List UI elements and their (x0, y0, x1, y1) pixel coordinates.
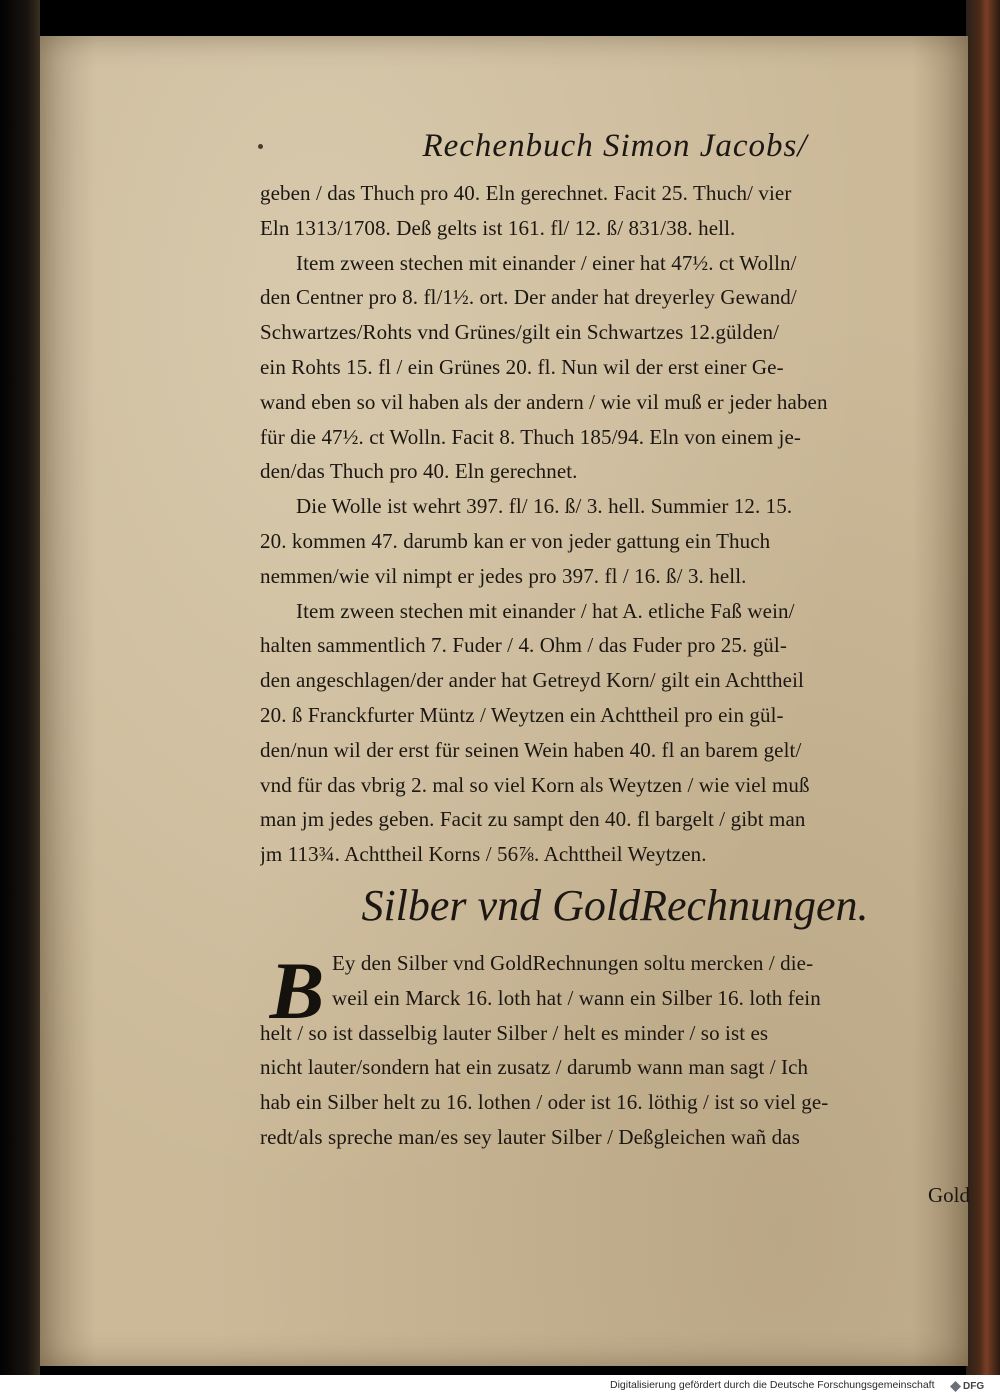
text-line: wand eben so vil haben als der andern / wie vil muß er jeder haben (260, 389, 828, 414)
text-line: den/nun wil der erst für seinen Wein haben 40. fl an barem gelt/ (260, 737, 802, 762)
book-edge-right (966, 0, 1000, 1375)
text-line: Item zween stechen mit einander / hat A. etliche Faß wein/ (296, 598, 795, 623)
text-line: den angeschlagen/der ander hat Getreyd Korn/ gilt ein Achttheil (260, 668, 804, 693)
decorated-initial: B (269, 945, 325, 1036)
paragraph-silver-gold (260, 946, 970, 1155)
text-line: jm 113¾. Achttheil Korns / 56⅞. Achttheil Weytzen. (260, 842, 707, 867)
text-line: halten sammentlich 7. Fuder / 4. Ohm / das Fuder pro 25. gül- (260, 633, 787, 658)
text-line: geben / das Thuch pro 40. Eln gerechnet. Facit 25. Thuch/ vier (260, 181, 792, 205)
text-line: den/das Thuch pro 40. Eln gerechnet. (260, 459, 578, 484)
text-line: weil ein Marck 16. loth hat / wann ein Silber 16. loth fein (332, 985, 821, 1010)
footer-bar (0, 1375, 1000, 1398)
text-line: Schwartzes/Rohts vnd Grünes/gilt ein Schwartzes 12.gülden/ (260, 320, 780, 345)
text-line: Item zween stechen mit einander / einer hat 47½. ct Wolln/ (296, 250, 797, 275)
dfg-diamond-icon (950, 1381, 961, 1392)
text-line: den Centner pro 8. fl/1½. ort. Der ander hat dreyerley Gewand/ (260, 285, 797, 310)
text-line: man jm jedes geben. Facit zu sampt den 40. fl bargelt / gibt man (260, 807, 806, 832)
text-line: ein Rohts 15. fl / ein Grünes 20. fl. Nun wil der erst einer Ge- (260, 354, 784, 379)
text-line: 20. ß Franckfurter Müntz / Weytzen ein Achttheil pro ein gül- (260, 702, 784, 727)
catchword: Gold (928, 1183, 970, 1207)
text-line: für die 47½. ct Wolln. Facit 8. Thuch 185/94. Eln von einem je- (260, 424, 801, 449)
dfg-logo (950, 1379, 996, 1394)
text-line: hab ein Silber helt zu 16. lothen / oder ist 16. löthig / ist so viel ge- (260, 1090, 829, 1115)
section-heading: Silber vnd GoldRechnungen. (361, 881, 869, 930)
running-head: Rechenbuch Simon Jacobs/ (422, 128, 808, 164)
text-line: Die Wolle ist wehrt 397. fl/ 16. ß/ 3. hell. Summier 12. 15. (296, 494, 793, 519)
body-text (260, 176, 970, 872)
text-line: vnd für das vbrig 2. mal so viel Korn als Weytzen / wie viel muß (260, 772, 810, 797)
text-line: helt / so ist dasselbig lauter Silber / helt es minder / so ist es (260, 1020, 769, 1045)
text-line: 20. kommen 47. darumb kan er von jeder gattung ein Thuch (260, 528, 771, 553)
text-line: Ey den Silber vnd GoldRechnungen soltu mercken / die- (332, 951, 814, 975)
book-page (40, 36, 968, 1366)
text-line: Eln 1313/1708. Deß gelts ist 161. fl/ 12. ß/ 831/38. hell. (260, 215, 736, 240)
dfg-logo-text: DFG (963, 1381, 985, 1392)
funding-credit: Digitalisierung gefördert durch die Deutsche Forschungsgemeinschaft (610, 1379, 935, 1391)
text-line: nemmen/wie vil nimpt er jedes pro 397. fl / 16. ß/ 3. hell. (260, 563, 747, 588)
text-line: redt/als spreche man/es sey lauter Silber / Deßgleichen wañ das (260, 1124, 800, 1149)
book-edge-left (0, 0, 40, 1375)
text-line: nicht lauter/sondern hat ein zusatz / darumb wann man sagt / Ich (260, 1055, 809, 1080)
